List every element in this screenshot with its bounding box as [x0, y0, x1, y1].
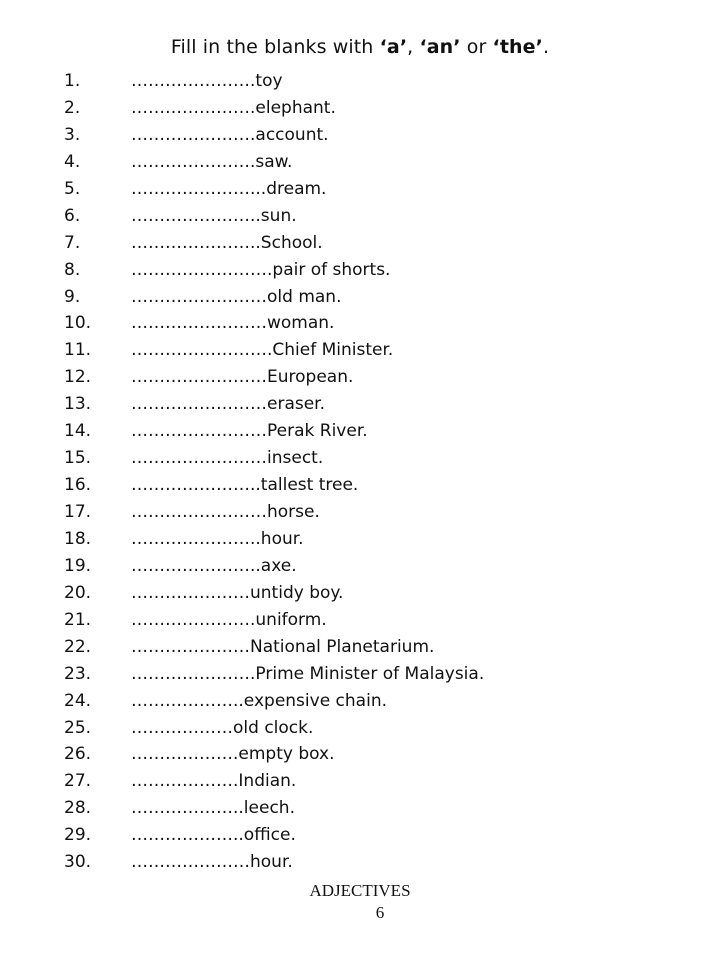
exercise-item [64, 149, 684, 176]
item-number: 21. [64, 609, 92, 630]
option-a: ‘a’ [379, 36, 408, 58]
exercise-item [64, 741, 684, 768]
item-number: 13. [64, 394, 92, 415]
exercise-item [64, 391, 684, 418]
item-blank-text: …………………..axe. [131, 555, 297, 576]
item-number: 29. [64, 825, 92, 846]
exercise-item [64, 822, 684, 849]
exercise-item [64, 203, 684, 230]
item-blank-text: …………………….Chief Minister. [131, 340, 394, 361]
item-number: 26. [64, 744, 92, 765]
exercise-item [64, 257, 684, 284]
item-number: 16. [64, 475, 92, 496]
exercise-item [64, 526, 684, 553]
item-blank-text: ……………………European. [131, 367, 354, 388]
item-blank-text: ………………..office. [131, 825, 296, 846]
item-blank-text: ……………………eraser. [131, 394, 326, 415]
exercise-item [64, 634, 684, 661]
item-blank-text: ……………………woman. [131, 313, 335, 334]
exercise-item [64, 230, 684, 257]
instruction-title [0, 36, 720, 58]
item-number: 30. [64, 852, 92, 873]
item-blank-text: ………………….uniform. [131, 609, 327, 630]
exercise-item [64, 284, 684, 311]
item-number: 25. [64, 717, 92, 738]
item-blank-text: ……………….Indian. [131, 771, 297, 792]
exercise-item [64, 661, 684, 688]
item-blank-text: ……………………old man. [131, 286, 342, 307]
item-blank-text: ………………..expensive chain. [131, 690, 387, 711]
item-blank-text: …………………….pair of shorts. [131, 259, 391, 280]
item-number: 20. [64, 582, 92, 603]
exercise-item [64, 95, 684, 122]
exercise-item [64, 553, 684, 580]
item-blank-text: ………………old clock. [131, 717, 314, 738]
exercise-item [64, 122, 684, 149]
item-number: 6. [64, 205, 81, 226]
item-blank-text: …………………..tallest tree. [131, 475, 359, 496]
item-blank-text: ………………….account. [131, 124, 329, 145]
item-blank-text: …………………National Planetarium. [131, 636, 435, 657]
item-blank-text: ……………………Perak River. [131, 421, 368, 442]
exercise-item [64, 418, 684, 445]
item-number: 3. [64, 124, 81, 145]
section-label: ADJECTIVES [309, 881, 411, 900]
item-blank-text: ………………….saw. [131, 151, 293, 172]
exercise-item [64, 849, 684, 876]
option-an: ‘an’ [419, 36, 461, 58]
instruction-prefix: Fill in the blanks with [170, 36, 380, 58]
item-number: 11. [64, 340, 92, 361]
instruction-separator: , [407, 36, 420, 58]
item-number: 5. [64, 178, 81, 199]
exercise-item [64, 768, 684, 795]
item-blank-text: …………………..hour. [131, 528, 304, 549]
exercise-item [64, 795, 684, 822]
item-blank-text: …………………..sun. [131, 205, 297, 226]
exercise-item [64, 364, 684, 391]
instruction-suffix: . [542, 36, 550, 58]
item-blank-text: …………………..School. [131, 232, 323, 253]
page-number: 6 [375, 903, 385, 922]
item-number: 19. [64, 555, 92, 576]
exercise-item [64, 68, 684, 95]
item-number: 22. [64, 636, 92, 657]
item-number: 9. [64, 286, 81, 307]
item-number: 23. [64, 663, 92, 684]
exercise-item [64, 176, 684, 203]
exercise-item [64, 499, 684, 526]
item-number: 1. [64, 71, 81, 91]
item-number: 18. [64, 528, 92, 549]
item-number: 8. [64, 259, 81, 280]
item-blank-text: …………………untidy boy. [131, 582, 344, 603]
item-number: 4. [64, 151, 81, 172]
item-number: 12. [64, 367, 92, 388]
item-blank-text: ………………….toy [131, 71, 283, 91]
item-number: 27. [64, 771, 92, 792]
instruction-separator: or [460, 36, 493, 58]
item-number: 14. [64, 421, 92, 442]
item-number: 28. [64, 798, 92, 819]
item-blank-text: ……………………horse. [131, 502, 320, 522]
item-blank-text: …………………hour. [131, 852, 293, 873]
item-blank-text: ………………….elephant. [131, 97, 336, 118]
exercise-item [64, 472, 684, 499]
item-blank-text: ………………….Prime Minister of Malaysia. [131, 663, 485, 684]
item-number: 7. [64, 232, 81, 253]
item-number: 15. [64, 448, 92, 469]
exercise-item [64, 715, 684, 742]
exercise-item [64, 337, 684, 364]
exercise-item [64, 607, 684, 634]
exercise-list [64, 68, 684, 876]
item-number: 10. [64, 313, 92, 334]
item-number: 17. [64, 502, 92, 522]
item-blank-text: ……………………insect. [131, 448, 324, 469]
exercise-item [64, 580, 684, 607]
exercise-item [64, 310, 684, 337]
item-number: 2. [64, 97, 81, 118]
item-blank-text: …………………...dream. [131, 178, 327, 199]
item-blank-text: ……………….empty box. [131, 744, 335, 765]
option-the: ‘the’ [492, 36, 543, 58]
exercise-item [64, 445, 684, 472]
page-footer [0, 880, 720, 924]
item-blank-text: ………………..leech. [131, 798, 295, 819]
exercise-item [64, 688, 684, 715]
item-number: 24. [64, 690, 92, 711]
